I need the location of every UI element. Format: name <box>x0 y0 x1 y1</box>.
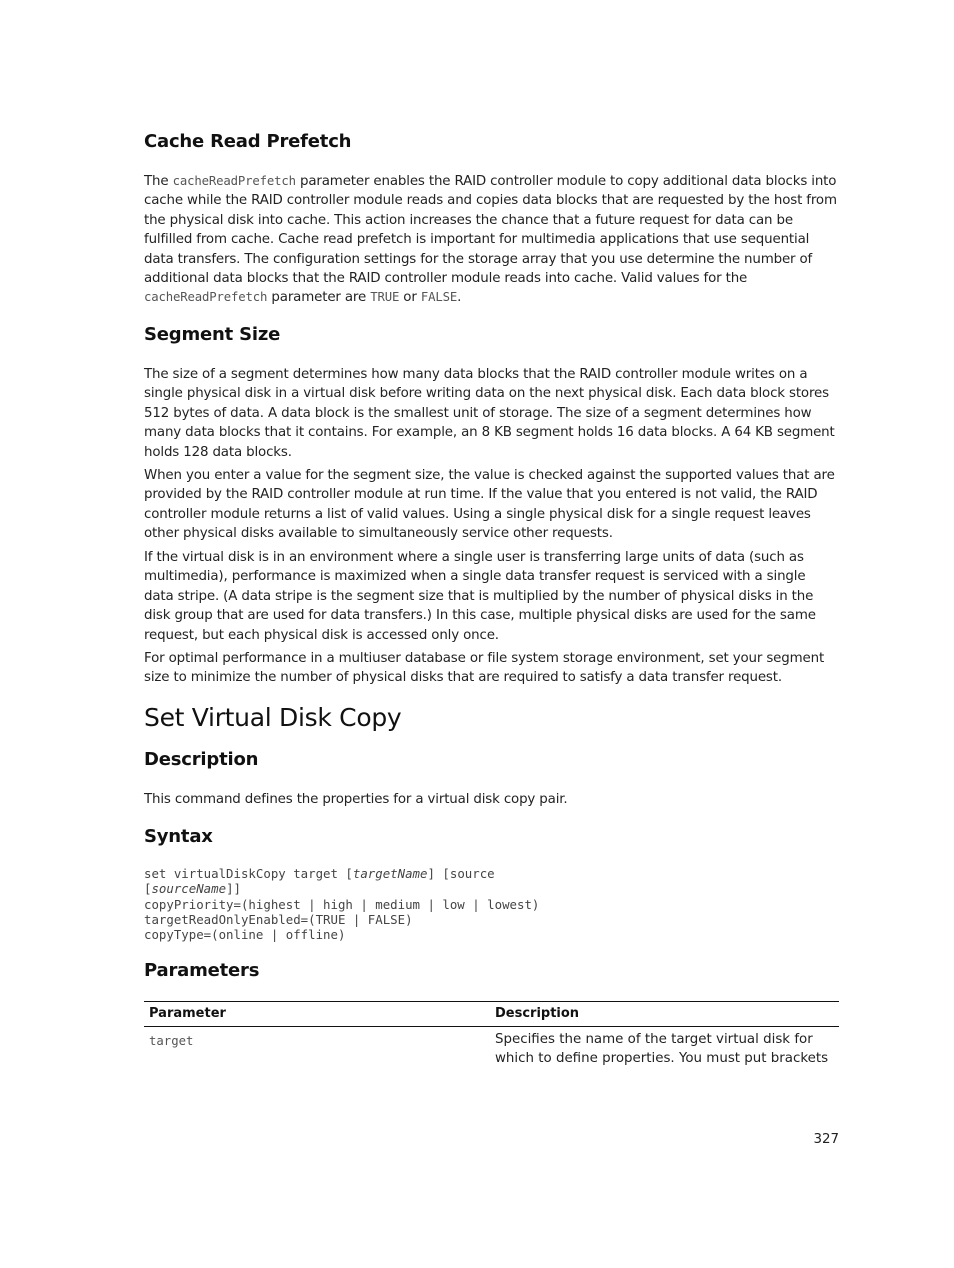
table-cell-description: Specifies the name of the target virtual disk for which to define properties. You must put brackets <box>494 1032 829 1067</box>
syntax-line-5: copyType=(online | offline) <box>144 927 346 943</box>
segment-size-paragraph-2: When you enter a value for the segment size, the value is checked against the supported values that are provided by the RAID controller module at run time. If the value that you entered is not valid, the RAID controller module returns a list of valid values. Using a single physical disk for a single request leaves other physical disks available to simultaneously service other requests. <box>144 468 835 542</box>
parameters-heading: Parameters <box>144 960 260 981</box>
inline-code: cacheReadPrefetch <box>144 290 268 305</box>
table-header-description: Description <box>490 1002 839 1027</box>
syntax-line-3: copyPriority=(highest | high | medium | low | lowest) <box>144 896 540 912</box>
table-header-row <box>144 1002 839 1027</box>
cache-read-prefetch-paragraph: The cacheReadPrefetch parameter enables the RAID controller module to copy additional data blocks into cache while the RAID controller module reads and copies data blocks that are requested by the host from the physical disk into cache. This action increases the chance that a future request for data can be fulfilled from cache. Cache read prefetch is important for multimedia applications that use sequential data transfers. The configuration settings for the storage array that you use determine the number of additional data blocks that the RAID controller module reads into cache. Valid values for the cacheReadPrefetch parameter are TRUE or FALSE. <box>144 174 837 306</box>
description-heading: Description <box>144 749 259 770</box>
segment-size-paragraph-1: The size of a segment determines how many data blocks that the RAID controller module writes on a single physical disk in a virtual disk before writing data on the next physical disk. Each data block stores 512 bytes of data. A data block is the smallest unit of storage. The size of a segment determines how many data blocks that it contains. For example, an 8 KB segment holds 16 data blocks. A 64 KB segment holds 128 data blocks. <box>144 367 835 460</box>
table-row <box>144 1027 839 1072</box>
syntax-line-4: targetReadOnlyEnabled=(TRUE | FALSE) <box>144 911 413 927</box>
syntax-line-1: set virtualDiskCopy target [targetName] [source <box>144 866 495 881</box>
syntax-line-2: [sourceName]] <box>144 881 241 897</box>
description-text: This command defines the properties for a virtual disk copy pair. <box>144 792 568 807</box>
cache-read-prefetch-heading: Cache Read Prefetch <box>144 131 352 152</box>
segment-size-paragraph-3: If the virtual disk is in an environment where a single user is transferring large units of data (such as multimedia), performance is maximized when a single data transfer request is serviced with a single data stripe. (A data stripe is the segment size that is multiplied by the number of physical disks in the disk group that are used for data transfers.) In this case, multiple physical disks are used for the same request, but each physical disk is accessed only once. <box>144 550 816 643</box>
inline-code: TRUE <box>370 290 400 305</box>
set-virtual-disk-copy-heading: Set Virtual Disk Copy <box>144 703 402 732</box>
inline-code: cacheReadPrefetch <box>172 174 296 188</box>
inline-code: FALSE <box>420 290 458 305</box>
syntax-heading: Syntax <box>144 826 213 847</box>
segment-size-heading: Segment Size <box>144 324 281 345</box>
table-cell-parameter: target <box>149 1034 194 1048</box>
table-header-parameter: Parameter <box>144 1002 490 1027</box>
parameters-table <box>144 1001 839 1072</box>
segment-size-paragraph-4: For optimal performance in a multiuser database or file system storage environment, set your segment size to minimize the number of physical disks that are required to satisfy a data transfer request. <box>144 651 825 686</box>
syntax-code-block <box>144 866 539 942</box>
page-number: 327 <box>813 1132 839 1147</box>
